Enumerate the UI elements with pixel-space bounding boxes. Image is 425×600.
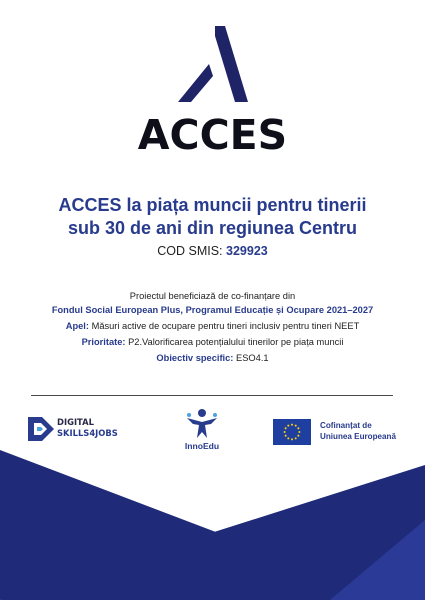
partner-digital-skills [28,414,138,444]
smis-label: COD SMIS: [157,244,223,258]
innoedu-logo-icon [183,408,221,440]
smis-code [0,244,425,258]
apel-value: Măsuri active de ocupare pentru tineri inclusiv pentru tineri NEET [91,321,360,331]
digital-skills-line1: DIGITAL [57,417,94,427]
eu-cofinance-text [320,420,396,442]
obiectiv-row [0,351,425,365]
partner-innoedu [172,408,232,454]
digital-skills-text [57,417,118,439]
obiectiv-value: ESO4.1 [236,353,269,363]
innoedu-label: InnoEdu [184,441,220,451]
project-title-line2: sub 30 de ani din regiunea Centru [67,218,358,238]
prioritate-value: P2.Valorificarea potențialului tinerilor pe piața muncii [128,337,344,347]
brand-name: ACCES [137,111,288,159]
digital-skills-logo-icon [28,414,54,444]
prioritate-row [0,335,425,349]
apel-row [0,319,425,333]
eu-line1: Cofinanțat de [320,421,372,430]
project-title [0,194,425,240]
prioritate-label: Prioritate: [81,337,126,347]
apel-label: Apel: [65,321,89,331]
eu-line2: Uniunea Europeană [320,432,397,441]
smis-value: 329923 [226,244,268,258]
funding-intro: Proiectul beneficiază de co-finanțare din [129,291,296,301]
eu-flag-icon [273,419,311,445]
obiectiv-label: Obiectiv specific: [156,353,234,363]
acces-logo-icon [178,26,248,102]
funding-info [0,289,425,365]
digital-skills-line2: SKILLS4JOBS [57,428,118,438]
bottom-wave-decoration [0,450,425,600]
partner-eu [273,417,413,445]
funding-program: Fondul Social European Plus, Programul Educație și Ocupare 2021–2027 [51,305,374,315]
section-divider [31,395,393,396]
project-title-line1: ACCES la piața muncii pentru tinerii [58,195,367,215]
